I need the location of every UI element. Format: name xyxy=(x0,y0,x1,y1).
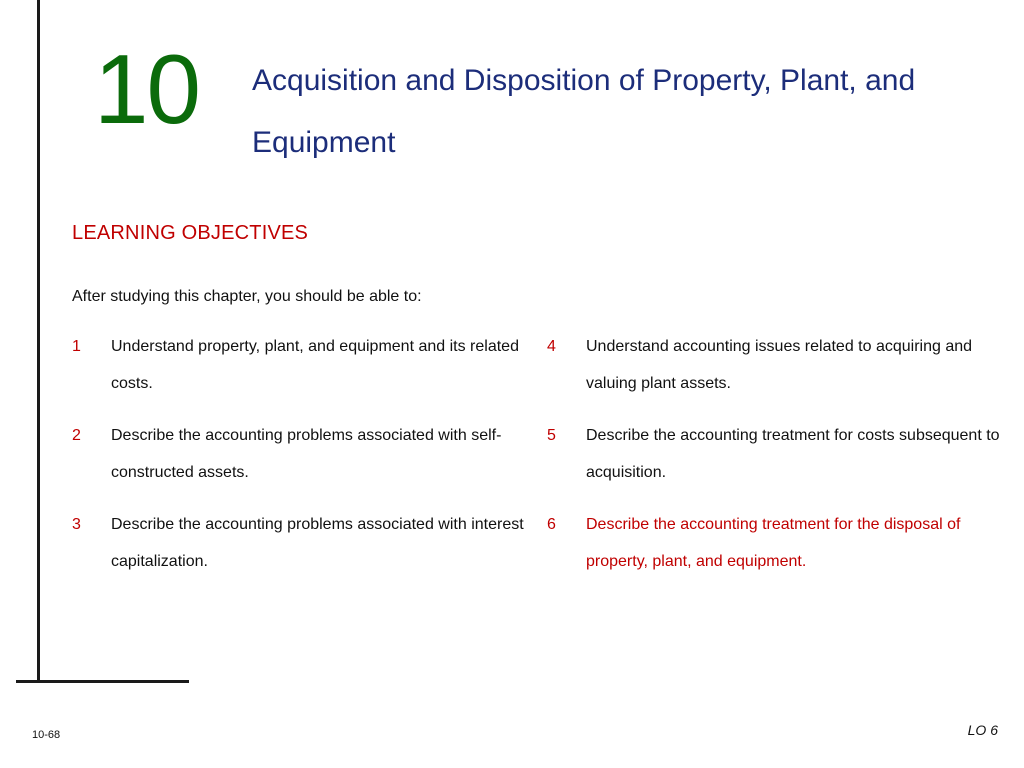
objective-text: Describe the accounting problems associated with interest capitalization. xyxy=(111,516,524,570)
page-number: 10-68 xyxy=(32,729,61,741)
chapter-number: 10 xyxy=(94,34,200,144)
learning-objectives-heading: LEARNING OBJECTIVES xyxy=(72,222,309,244)
vertical-rule xyxy=(37,0,40,683)
objective-text: Understand property, plant, and equipment and its related costs. xyxy=(111,338,519,392)
chapter-title: Acquisition and Disposition of Property, Plant, and Equipment xyxy=(252,64,916,159)
lo-label: LO 6 xyxy=(967,722,998,738)
objective-number: 1 xyxy=(72,338,81,355)
objective-text: Describe the accounting problems associated with self-constructed assets. xyxy=(111,427,502,481)
objective-text: Describe the accounting treatment for the disposal of property, plant, and equipment. xyxy=(586,516,961,570)
objective-text: Describe the accounting treatment for costs subsequent to acquisition. xyxy=(586,427,1000,481)
horizontal-rule xyxy=(16,680,189,683)
objective-text: Understand accounting issues related to acquiring and valuing plant assets. xyxy=(586,338,973,392)
objective-number: 4 xyxy=(547,338,556,355)
objective-number: 2 xyxy=(72,427,81,444)
intro-text: After studying this chapter, you should be able to: xyxy=(72,288,422,305)
objective-number: 5 xyxy=(547,427,556,444)
objective-number: 6 xyxy=(547,516,556,533)
objective-number: 3 xyxy=(72,516,81,533)
